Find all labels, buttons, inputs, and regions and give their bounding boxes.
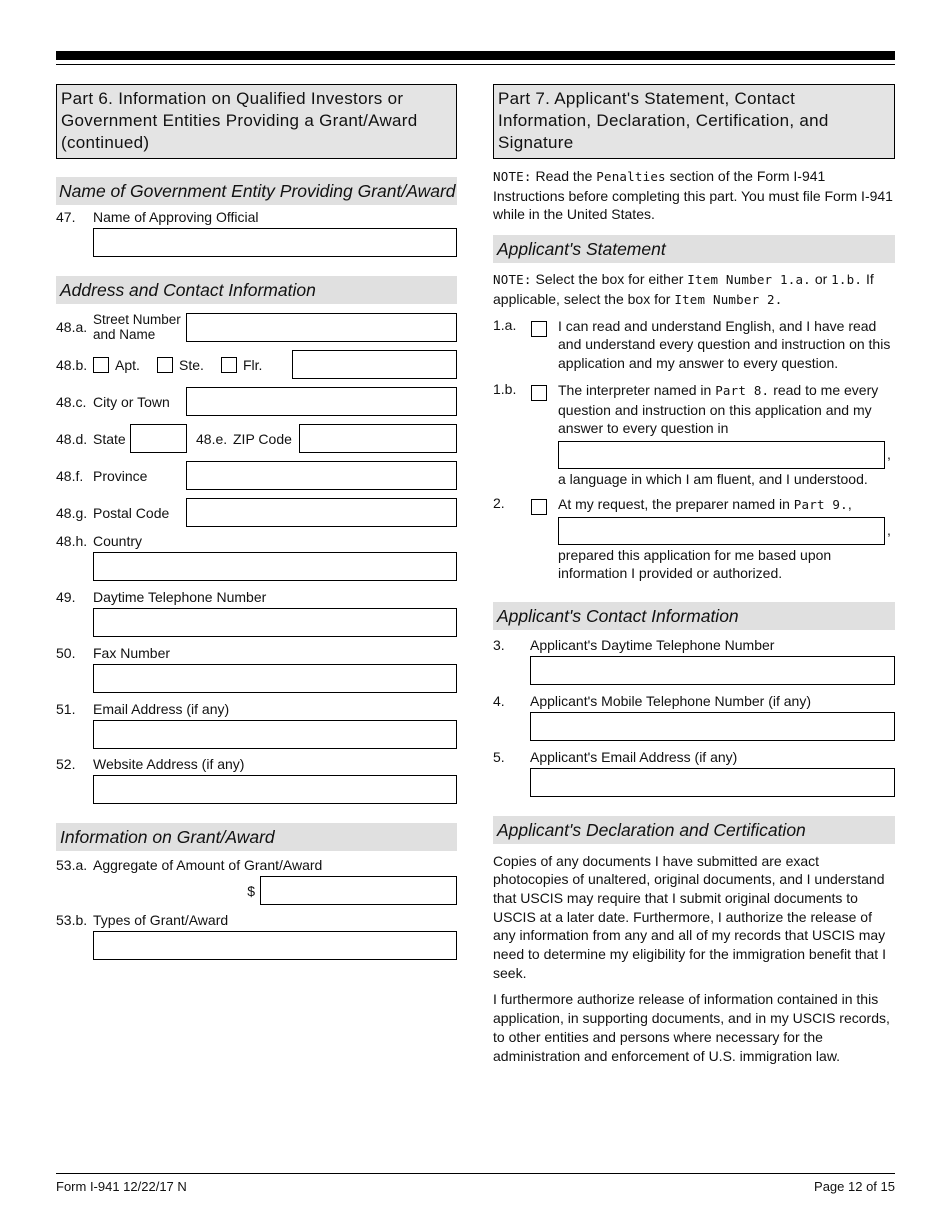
- q52-number: 52.: [56, 756, 76, 772]
- option-1a: [493, 317, 895, 373]
- q49-number: 49.: [56, 589, 76, 605]
- q47-label: Name of Approving Official: [93, 209, 259, 225]
- q48g-label: Postal Code: [93, 504, 170, 521]
- daytime-phone-input[interactable]: [93, 608, 457, 637]
- top-rule-thin: [56, 64, 895, 65]
- applicant-mobile-phone-input[interactable]: [530, 712, 895, 741]
- grant-types-input[interactable]: [93, 931, 457, 960]
- flr-checkbox[interactable]: [221, 357, 237, 373]
- apt-label: Apt.: [115, 356, 140, 373]
- note1-text-a: Read the: [535, 168, 593, 184]
- note1-label: NOTE:: [493, 169, 532, 184]
- fax-number-input[interactable]: [93, 664, 457, 693]
- province-input[interactable]: [186, 461, 457, 490]
- note-select-box: [493, 270, 895, 309]
- q50-number: 50.: [56, 645, 76, 661]
- q48f-label: Province: [93, 467, 148, 484]
- section-address-contact: Address and Contact Information: [56, 276, 457, 304]
- applicant-daytime-phone-input[interactable]: [530, 656, 895, 685]
- interpreter-checkbox[interactable]: [531, 385, 547, 401]
- q53b-number: 53.b.: [56, 912, 88, 928]
- q48a-label-line2: and Name: [93, 327, 156, 342]
- approving-official-input[interactable]: [93, 228, 457, 257]
- q1b-comma: ,: [887, 446, 891, 463]
- part7-column: [493, 84, 895, 1065]
- footer-page-number: Page 12 of 15: [814, 1179, 895, 1194]
- q1b-text-c: a language in which I am fluent, and I understood.: [558, 470, 868, 487]
- street-number-name-input[interactable]: [186, 313, 457, 342]
- grant-amount-input[interactable]: [260, 876, 457, 905]
- q1a-text: I can read and understand English, and I have read and understand every question and instruction on this application and my answer to every question.: [558, 317, 891, 371]
- zip-code-input[interactable]: [299, 424, 457, 453]
- top-rule-thick: [56, 51, 895, 60]
- section-applicant-statement: Applicant's Statement: [493, 235, 895, 263]
- section-government-entity: Name of Government Entity Providing Grant/Award: [56, 177, 457, 205]
- q48e-label: ZIP Code: [233, 430, 292, 447]
- q48f-number: 48.f.: [56, 467, 84, 484]
- note-penalties: [493, 167, 895, 224]
- q48h-label: Country: [93, 533, 143, 549]
- postal-code-input[interactable]: [186, 498, 457, 527]
- q48b-number: 48.b.: [56, 356, 88, 373]
- q48e-number: 48.e.: [196, 430, 228, 447]
- q5-number: 5.: [493, 748, 505, 765]
- q48a-label-line1: Street Number: [93, 312, 181, 327]
- option-1b: [493, 381, 895, 488]
- q4-label: Applicant's Mobile Telephone Number (if any): [530, 692, 812, 709]
- state-select[interactable]: [130, 424, 187, 453]
- q48d-number: 48.d.: [56, 430, 88, 447]
- ste-label: Ste.: [179, 356, 204, 373]
- q2-text-b: prepared this application for me based upon information I provided or authorized.: [558, 546, 832, 582]
- q1b-part8: Part 8.: [715, 383, 770, 399]
- dollar-sign: $: [247, 882, 255, 899]
- note2-item1b: 1.b.: [831, 272, 863, 288]
- preparer-name-input[interactable]: [558, 517, 885, 545]
- country-input[interactable]: [93, 552, 457, 581]
- option-2: [493, 495, 895, 583]
- q53b-label: Types of Grant/Award: [93, 912, 229, 928]
- footer-form-id: Form I-941 12/22/17 N: [56, 1179, 187, 1194]
- section-grant-award: Information on Grant/Award: [56, 823, 457, 851]
- q48a-label: [93, 312, 186, 342]
- note2-text-b: If applicable, select the box for: [493, 271, 874, 307]
- preparer-checkbox[interactable]: [531, 499, 547, 515]
- q48g-number: 48.g.: [56, 504, 88, 521]
- q2-number: 2.: [493, 495, 505, 512]
- q50-label: Fax Number: [93, 645, 171, 661]
- declaration-paragraph-2: I furthermore authorize release of information contained in this application, in supporting documents, and in my USCIS records, to other entities and persons where necessary for the administration and enforcement of U.S. immigration law.: [493, 991, 890, 1064]
- q1b-text-b: read to me every question and instruction on this application and my answer to every question in: [558, 382, 879, 437]
- email-address-input[interactable]: [93, 720, 457, 749]
- website-address-input[interactable]: [93, 775, 457, 804]
- q49-label: Daytime Telephone Number: [93, 589, 267, 605]
- ste-checkbox[interactable]: [157, 357, 173, 373]
- note2-item1: Item Number 1.a.: [687, 272, 811, 288]
- note1-text-b: section of the Form I-941 Instructions before completing this part. You must file Form I-941 while in the United States.: [493, 168, 893, 223]
- note2-or: or: [814, 271, 828, 288]
- q1b-number: 1.b.: [493, 381, 517, 398]
- section-applicant-contact: Applicant's Contact Information: [493, 602, 895, 630]
- q2-text-a: At my request, the preparer named in: [558, 496, 790, 513]
- q2-part9: Part 9.: [793, 497, 848, 513]
- q1a-number: 1.a.: [493, 316, 517, 333]
- q48a-number: 48.a.: [56, 319, 88, 335]
- part7-title: Part 7. Applicant's Statement, Contact Information, Declaration, Certification, and Signature: [493, 84, 895, 159]
- apt-ste-flr-number-input[interactable]: [292, 350, 457, 379]
- q52-label: Website Address (if any): [93, 756, 245, 772]
- interpreter-language-input[interactable]: [558, 441, 885, 469]
- q48c-number: 48.c.: [56, 393, 87, 410]
- footer-rule: [56, 1173, 895, 1174]
- note1-penalties: Penalties: [596, 169, 666, 184]
- city-town-input[interactable]: [186, 387, 457, 416]
- applicant-email-input[interactable]: [530, 768, 895, 797]
- english-checkbox[interactable]: [531, 321, 547, 337]
- q4-number: 4.: [493, 692, 505, 709]
- apt-checkbox[interactable]: [93, 357, 109, 373]
- section-declaration-certification: Applicant's Declaration and Certification: [493, 816, 895, 844]
- q5-label: Applicant's Email Address (if any): [530, 748, 738, 765]
- q2-comma: ,: [887, 522, 891, 539]
- q51-label: Email Address (if any): [93, 701, 230, 717]
- part6-column: [56, 84, 457, 960]
- note2-text-a: Select the box for either: [535, 271, 684, 288]
- q3-label: Applicant's Daytime Telephone Number: [530, 636, 775, 653]
- part6-title: Part 6. Information on Qualified Investors or Government Entities Providing a Grant/Award (continued): [56, 84, 457, 159]
- declaration-paragraph-1: Copies of any documents I have submitted are exact photocopies of unaltered, original documents, and I understand that USCIS may require that I submit original documents to USCIS at a later date. Furthermore, I authorize the release of any information from any and all of my records that USCIS may need to determine my eligibility for the immigration benefit that I seek.: [493, 852, 886, 981]
- note2-label: NOTE:: [493, 272, 532, 288]
- flr-label: Flr.: [243, 356, 263, 373]
- q48c-label: City or Town: [93, 393, 170, 410]
- q47-number: 47.: [56, 209, 76, 225]
- q3-number: 3.: [493, 636, 505, 653]
- q48h-number: 48.h.: [56, 533, 88, 549]
- q2-text-a-end: ,: [847, 496, 852, 513]
- note2-item2: Item Number 2.: [674, 291, 783, 307]
- q53a-label: Aggregate of Amount of Grant/Award: [93, 857, 323, 873]
- q1b-text-a: The interpreter named in: [558, 382, 712, 399]
- q51-number: 51.: [56, 701, 76, 717]
- q53a-number: 53.a.: [56, 857, 88, 873]
- q48d-label: State: [93, 430, 126, 447]
